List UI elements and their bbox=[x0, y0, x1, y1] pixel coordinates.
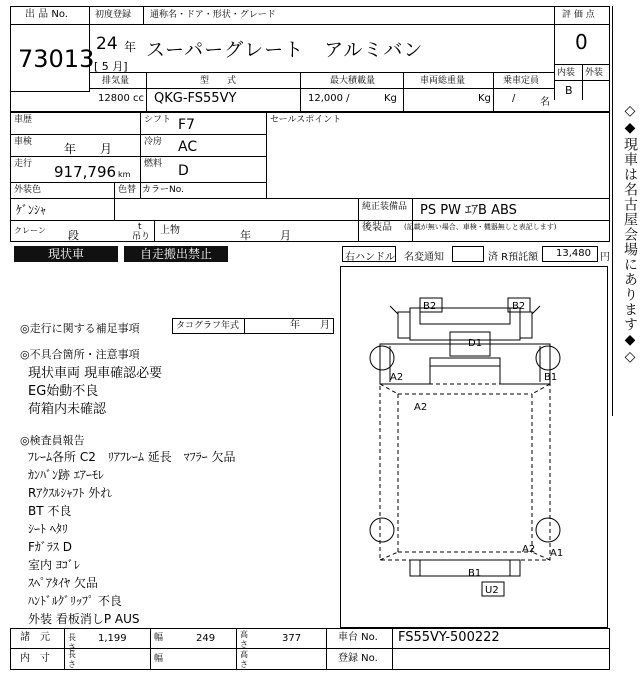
name-label: 通称名・ドア・形状・グレード bbox=[150, 10, 276, 20]
mark-d1: D1 bbox=[468, 338, 483, 349]
displacement-label: 排気量 bbox=[102, 76, 130, 86]
interior-dims-label: 内 寸 bbox=[20, 653, 50, 664]
max-load-label: 最大積載量 bbox=[330, 76, 376, 86]
loading-label: 上物 bbox=[160, 225, 180, 236]
report-item: ｶﾝﾊﾞﾝ跡 ｴｱｰﾓﾚ bbox=[28, 468, 104, 482]
defect-item: 現状車両 現車確認必要 bbox=[28, 366, 163, 381]
color-no-label: カラーNo. bbox=[142, 185, 184, 195]
max-load: 12,000 / bbox=[308, 93, 350, 104]
report-item: ｼｰﾄ ﾍﾀﾘ bbox=[28, 522, 68, 536]
as-is-badge: 現状車 bbox=[14, 246, 118, 262]
width-label: 幅 bbox=[154, 633, 164, 643]
self-removal-ban-badge: 自走搬出禁止 bbox=[124, 246, 228, 262]
mileage-label: 走行 bbox=[14, 159, 33, 169]
history-label: 車歴 bbox=[14, 115, 33, 125]
chassis-number: FS55VY-500222 bbox=[398, 630, 500, 645]
mark-u2: U2 bbox=[485, 585, 499, 596]
supplement-title: ◎走行に関する補足事項 bbox=[20, 322, 140, 335]
interior-grade-label: 内装 bbox=[557, 68, 576, 78]
max-load-unit: Kg bbox=[384, 93, 397, 104]
loading-month: 月 bbox=[280, 229, 291, 242]
crane-hang: 吊り bbox=[132, 232, 151, 242]
first-reg-label: 初度登録 bbox=[95, 10, 132, 20]
crane-tonnage: t bbox=[138, 222, 142, 232]
in-width-label: 幅 bbox=[154, 654, 164, 664]
defect-item: EG始動不良 bbox=[28, 384, 99, 399]
length-value: 1,199 bbox=[98, 633, 127, 644]
color-change-label: 色替 bbox=[118, 185, 137, 195]
tacho-label: タコグラフ年式 bbox=[176, 321, 240, 331]
recycle-label: 済 R預託額 bbox=[488, 252, 539, 263]
fuel: D bbox=[178, 163, 189, 179]
sales-point-label: セールスポイント bbox=[270, 115, 342, 125]
exterior-grade-label: 外装 bbox=[585, 68, 604, 78]
dims-label: 諸 元 bbox=[20, 632, 50, 643]
height-value: 377 bbox=[282, 633, 302, 644]
tacho-month: 月 bbox=[320, 320, 330, 331]
grade-label: 評 価 点 bbox=[562, 10, 595, 20]
reg-month: [ 5 月] bbox=[94, 60, 128, 73]
era-year: 24 bbox=[96, 34, 118, 54]
model: QKG-FS55VY bbox=[154, 91, 237, 106]
gross-weight-unit: Kg bbox=[478, 93, 491, 104]
right-hand-drive: 右ハンドル bbox=[345, 252, 395, 263]
report-item: BT 不良 bbox=[28, 504, 72, 518]
name-change-notice: 名変通知 bbox=[404, 252, 444, 263]
aftermarket-label: 後装品 bbox=[362, 222, 392, 233]
mileage: 917,796 bbox=[54, 163, 117, 181]
model-label: 型 式 bbox=[200, 76, 237, 86]
report-item: Fｶﾞﾗｽ D bbox=[28, 540, 72, 554]
ac-label: 冷房 bbox=[144, 137, 163, 147]
report-item: Rｱｸｽﾙｼｬﾌﾄ 外れ bbox=[28, 486, 113, 500]
length-label: 長さ bbox=[68, 633, 76, 652]
recycle-amount: 13,480 bbox=[556, 248, 591, 259]
inspection: 年 月 bbox=[64, 142, 113, 156]
aftermarket-note: (記載が無い場合、車検・機器無しと表記します) bbox=[404, 223, 557, 231]
mileage-unit: km bbox=[118, 170, 131, 179]
width-value: 249 bbox=[196, 633, 216, 644]
standard-equipment-label: 純正装備品 bbox=[362, 202, 408, 212]
crane-stage: 段 bbox=[68, 229, 79, 242]
interior-grade: B bbox=[565, 84, 573, 97]
shift: F7 bbox=[178, 117, 195, 133]
shift-label: シフト bbox=[144, 115, 172, 125]
capacity-unit: 名 bbox=[540, 97, 550, 108]
exterior-color: ｹﾞﾝｼｬ bbox=[16, 203, 47, 217]
ac: AC bbox=[178, 139, 198, 155]
mark-a1: A1 bbox=[550, 548, 564, 559]
car-name: スーパーグレート アルミバン bbox=[146, 39, 424, 61]
report-item: ﾊﾝﾄﾞﾙｸﾞﾘｯﾌﾟ 不良 bbox=[28, 594, 122, 608]
inspection-label: 車検 bbox=[14, 137, 33, 147]
capacity-sep: / bbox=[512, 93, 516, 104]
registration-label: 登録 No. bbox=[338, 653, 378, 664]
grade-value: 0 bbox=[575, 30, 588, 54]
defect-item: 荷箱内未確認 bbox=[28, 402, 107, 417]
mark-a2-side: A2 bbox=[414, 402, 428, 413]
in-height-label: 高さ bbox=[240, 650, 248, 669]
loading-year: 年 bbox=[240, 229, 251, 242]
mark-b1-cab: B1 bbox=[544, 372, 558, 383]
exterior-color-label: 外装色 bbox=[14, 185, 42, 195]
lot-label: 出 品 No. bbox=[25, 9, 68, 20]
mark-a2-rear: A2 bbox=[522, 544, 536, 555]
mark-b2-right: B2 bbox=[512, 301, 526, 312]
gross-weight-label: 車両総重量 bbox=[420, 76, 466, 86]
crane-label: クレーン bbox=[14, 226, 46, 235]
in-length-label: 長さ bbox=[68, 650, 76, 669]
report-item: 室内 ﾖｺﾞﾚ bbox=[28, 558, 80, 572]
mark-b1-rear: B1 bbox=[468, 568, 482, 579]
defect-title: ◎不具合箇所・注意事項 bbox=[20, 348, 140, 361]
inspector-title: ◎検査員報告 bbox=[20, 434, 85, 447]
recycle-unit: 円 bbox=[600, 252, 610, 263]
location-notice: ◇◆現車は名古屋会場にあります◆◇ bbox=[622, 102, 638, 366]
year-unit: 年 bbox=[124, 40, 137, 54]
mark-a2-cab: A2 bbox=[390, 372, 404, 383]
standard-equipment: PS PW ｴｱB ABS bbox=[420, 203, 517, 218]
lot-number: 73013 bbox=[18, 45, 95, 73]
fuel-label: 燃料 bbox=[144, 159, 163, 169]
truck-diagram bbox=[340, 266, 608, 628]
tacho-year: 年 bbox=[290, 320, 300, 331]
name-change-box bbox=[452, 246, 484, 262]
report-item: 外装 看板消しP AUS bbox=[28, 612, 140, 626]
report-item: ｽﾍﾟｱﾀｲﾔ 欠品 bbox=[28, 576, 98, 590]
displacement: 12800 cc bbox=[98, 93, 144, 104]
mark-b2-left: B2 bbox=[423, 301, 437, 312]
report-item: ﾌﾚｰﾑ各所 C2 ﾘｱﾌﾚｰﾑ 延長 ﾏﾌﾗｰ 欠品 bbox=[28, 450, 236, 464]
height-label: 高さ bbox=[240, 630, 248, 649]
capacity-label: 乗車定員 bbox=[503, 76, 540, 86]
chassis-label: 車台 No. bbox=[338, 632, 378, 643]
